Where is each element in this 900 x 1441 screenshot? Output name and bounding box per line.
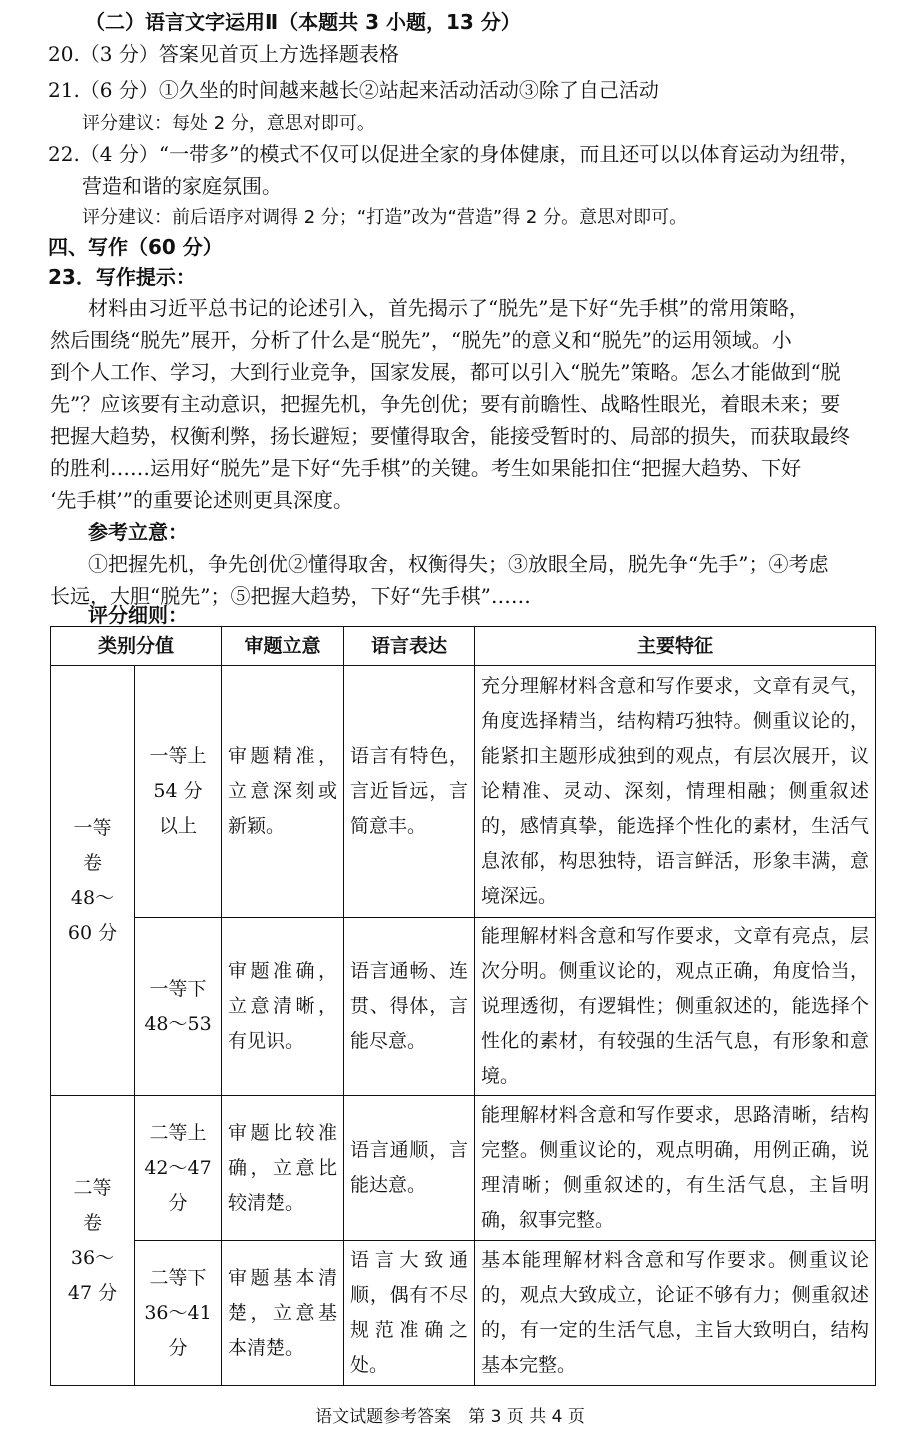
reference-line: ①把握先机，争先创优②懂得取舍，权衡得失；③放眼全局，脱先争“先手”；④考虑 [88,552,829,576]
level-cell: 一等上 54 分 以上 [135,666,222,918]
language-cell: 语言通顺，言能达意。 [344,1096,475,1241]
q23-paragraph-line: 材料由习近平总书记的论述引入，首先揭示了“脱先”是下好“先手棋”的常用策略， [88,296,809,320]
features-cell: 基本能理解材料含意和写作要求。侧重议论的，观点大致成立，论证不够有力；侧重叙述的，有一定的生活气息，主旨大致明白，结构基本完整。 [475,1241,876,1386]
table-row [51,666,876,918]
theme-cell: 审题基本清楚，立意基本清楚。 [222,1241,344,1386]
grading-table [50,626,876,1386]
category-cell: 二等 卷 36～ 47 分 [51,1096,135,1386]
language-cell: 语言通畅、连贯、得体，言能尽意。 [344,918,475,1096]
q22-note: 评分建议：前后语序对调得 2 分；“打造”改为“营造”得 2 分。意思对即可。 [82,207,688,228]
table-header-row [51,627,876,666]
language-cell: 语言有特色，言近旨远，言简意丰。 [344,666,475,918]
header-language: 语言表达 [344,627,475,666]
header-theme: 审题立意 [222,627,344,666]
table-row [51,1096,876,1241]
q23-heading: 23．写作提示： [48,265,196,289]
page-footer: 语文试题参考答案 第 3 页 共 4 页 [315,1407,585,1427]
reference-heading: 参考立意： [88,520,188,544]
language-cell: 语言大致通顺，偶有不尽规范准确之处。 [344,1241,475,1386]
header-category: 类别分值 [51,627,222,666]
q23-paragraph-line: 然后围绕“脱先”展开，分析了什么是“脱先”，“脱先”的意义和“脱先”的运用领域。小 [50,328,792,352]
reference-line: 长远，大胆“脱先”；⑤把握大趋势，下好“先手棋”…… [50,584,531,608]
q23-paragraph-line: 到个人工作、学习，大到行业竞争，国家发展，都可以引入“脱先”策略。怎么才能做到“脱 [50,360,841,384]
q23-paragraph-line: 把握大趋势，权衡利弊，扬长避短；要懂得取舍，能接受暂时的、局部的损失，而获取最终 [50,424,850,448]
level-cell: 一等下 48～53 [135,918,222,1096]
header-features: 主要特征 [475,627,876,666]
theme-cell: 审题精准，立意深刻或新颖。 [222,666,344,918]
level-cell: 二等上 42～47 分 [135,1096,222,1241]
q20-answer: 20.（3 分）答案见首页上方选择题表格 [48,42,399,66]
table-row [51,1241,876,1386]
q23-paragraph-line: 先”？应该要有主动意识，把握先机，争先创优；要有前瞻性、战略性眼光，着眼未来；要 [50,392,841,416]
q21-note: 评分建议：每处 2 分，意思对即可。 [82,113,375,134]
rubric-heading: 评分细则： [88,603,188,627]
features-cell: 能理解材料含意和写作要求，文章有亮点，层次分明。侧重议论的，观点正确，角度恰当，说理透彻，有逻辑性；侧重叙述的，能选择个性化的素材，有较强的生活气息，有形象和意境。 [475,918,876,1096]
q22-answer-line2: 营造和谐的家庭氛围。 [82,174,282,198]
q21-answer: 21.（6 分）①久坐的时间越来越长②站起来活动活动③除了自己活动 [48,78,659,102]
theme-cell: 审题比较准确，立意比较清楚。 [222,1096,344,1241]
level-cell: 二等下 36～41 分 [135,1241,222,1386]
q23-paragraph-line: ‘先手棋’”的重要论述则更具深度。 [50,488,353,512]
features-cell: 能理解材料含意和写作要求，思路清晰，结构完整。侧重议论的，观点明确，用例正确，说理清晰；侧重叙述的，有生活气息，主旨明确，叙事完整。 [475,1096,876,1241]
features-cell: 充分理解材料含意和写作要求，文章有灵气，角度选择精当，结构精巧独特。侧重议论的，能紧扣主题形成独到的观点，有层次展开，议论精准、灵动、深刻，情理相融；侧重叙述的，感情真挚，能选择个性化的素材，生活气息浓郁，构思独特，语言鲜活，形象丰满，意境深远。 [475,666,876,918]
table-row [51,918,876,1096]
section-heading: （二）语言文字运用Ⅱ（本题共 3 小题，13 分） [85,10,521,34]
q22-answer-line1: 22.（4 分）“一带多”的模式不仅可以促进全家的身体健康，而且还可以以体育运动为纽带， [48,142,860,166]
q23-paragraph-line: 的胜利……运用好“脱先”是下好“先手棋”的关键。考生如果能扣住“把握大趋势、下好 [50,456,802,480]
part4-heading: 四、写作（60 分） [48,235,223,259]
theme-cell: 审题准确，立意清晰，有见识。 [222,918,344,1096]
category-cell: 一等 卷 48～ 60 分 [51,666,135,1096]
